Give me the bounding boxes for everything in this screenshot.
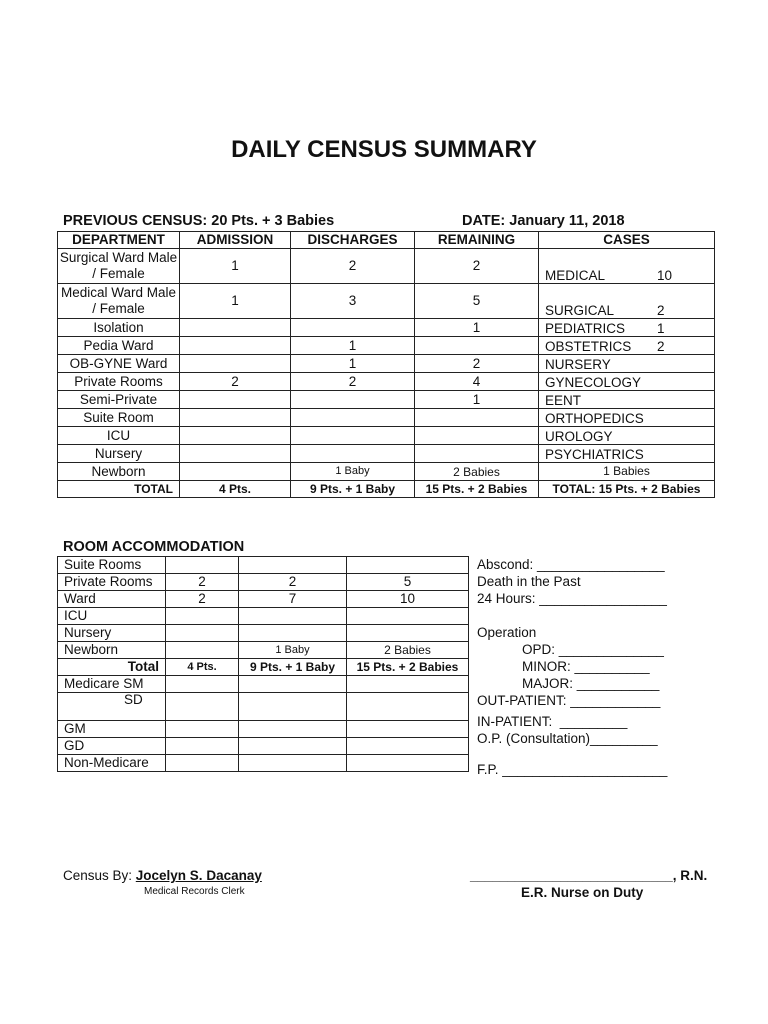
room-cell [239, 608, 347, 625]
case-cell [539, 391, 715, 409]
room-label: Ward [58, 591, 166, 608]
discharges-cell: 1 [291, 337, 415, 355]
case-cell [539, 249, 715, 284]
discharges-cell: 1 [291, 355, 415, 373]
header-discharges: DISCHARGES [291, 232, 415, 249]
room-accommodation-table [57, 556, 469, 772]
case-name: PEDIATRICS [545, 320, 626, 336]
page-title: DAILY CENSUS SUMMARY [231, 136, 537, 163]
admission-cell [180, 409, 291, 427]
census-row [58, 284, 715, 319]
room-cell: 2 [166, 574, 239, 591]
room-cell [347, 557, 469, 574]
department-cell: Newborn [58, 463, 180, 481]
room-label: ICU [58, 608, 166, 625]
census-row [58, 319, 715, 337]
room-cell: 2 Babies [347, 642, 469, 659]
room-total-label: Total [58, 659, 166, 676]
census-row [58, 337, 715, 355]
room-label: Newborn [58, 642, 166, 659]
header-cases: CASES [539, 232, 715, 249]
header-department: DEPARTMENT [58, 232, 180, 249]
case-name: NURSERY [545, 356, 611, 372]
remaining-cell: 4 [415, 373, 539, 391]
department-cell: Medical Ward Male / Female [58, 284, 180, 319]
room-row [58, 738, 469, 755]
previous-census: PREVIOUS CENSUS: 20 Pts. + 3 Babies [63, 213, 335, 229]
room-cell [166, 625, 239, 642]
room-label: Non-Medicare [58, 755, 166, 772]
case-name: MEDICAL [545, 267, 606, 283]
case-name: OBSTETRICS [545, 338, 632, 354]
total-remaining: 15 Pts. + 2 Babies [415, 481, 539, 498]
room-cell [166, 676, 239, 693]
census-row [58, 373, 715, 391]
total-label: TOTAL [58, 481, 180, 498]
remaining-cell: 5 [415, 284, 539, 319]
minor-field[interactable]: MINOR: __________ [522, 659, 650, 674]
census-by-label: Census By: [63, 868, 136, 883]
death-24h-field[interactable]: 24 Hours: _________________ [477, 591, 667, 606]
room-label: Private Rooms [58, 574, 166, 591]
room-cell [347, 721, 469, 738]
nurse-role: E.R. Nurse on Duty [521, 885, 644, 900]
census-row [58, 409, 715, 427]
case-cell [539, 373, 715, 391]
case-cell [539, 337, 715, 355]
abscond-field[interactable]: Abscond: _________________ [477, 557, 665, 572]
death-label: Death in the Past [477, 574, 581, 589]
in-patient-field[interactable]: IN-PATIENT: _________ [477, 714, 628, 729]
room-cell: 7 [239, 591, 347, 608]
room-cell [166, 738, 239, 755]
room-label: Suite Rooms [58, 557, 166, 574]
remaining-cell [415, 337, 539, 355]
out-patient-field[interactable]: OUT-PATIENT: ____________ [477, 693, 661, 708]
case-name: PSYCHIATRICS [545, 446, 644, 462]
room-total-cell: 9 Pts. + 1 Baby [239, 659, 347, 676]
room-row [58, 557, 469, 574]
discharges-cell [291, 427, 415, 445]
discharges-cell: 1 Baby [291, 463, 415, 481]
case-value: 2 [657, 302, 665, 318]
opd-field[interactable]: OPD: ______________ [522, 642, 664, 657]
census-by-role: Medical Records Clerk [144, 886, 245, 897]
room-cell [239, 738, 347, 755]
case-name: SURGICAL [545, 302, 615, 318]
room-cell [166, 755, 239, 772]
discharges-cell [291, 319, 415, 337]
room-row [58, 608, 469, 625]
case-name: 1 Babies [603, 464, 650, 478]
census-row [58, 445, 715, 463]
department-cell: Semi-Private [58, 391, 180, 409]
room-cell: 5 [347, 574, 469, 591]
department-cell: Pedia Ward [58, 337, 180, 355]
admission-cell: 1 [180, 284, 291, 319]
header-admission: ADMISSION [180, 232, 291, 249]
admission-cell [180, 319, 291, 337]
census-date: DATE: January 11, 2018 [462, 213, 625, 229]
room-cell: 2 [239, 574, 347, 591]
admission-cell [180, 337, 291, 355]
admission-cell: 1 [180, 249, 291, 284]
census-by [63, 868, 262, 883]
room-row [58, 755, 469, 772]
room-cell [166, 693, 239, 721]
admission-cell: 2 [180, 373, 291, 391]
case-cell [539, 409, 715, 427]
room-cell [347, 676, 469, 693]
case-value: 10 [657, 267, 673, 283]
room-total-cell: 15 Pts. + 2 Babies [347, 659, 469, 676]
room-label: GM [58, 721, 166, 738]
department-cell: Isolation [58, 319, 180, 337]
admission-cell [180, 391, 291, 409]
remaining-cell: 1 [415, 391, 539, 409]
room-cell [166, 557, 239, 574]
total-admission: 4 Pts. [180, 481, 291, 498]
census-header-row [58, 232, 715, 249]
remaining-cell: 2 Babies [415, 463, 539, 481]
remaining-cell: 2 [415, 355, 539, 373]
department-cell: Private Rooms [58, 373, 180, 391]
room-cell [239, 693, 347, 721]
census-total-row [58, 481, 715, 498]
case-cell [539, 445, 715, 463]
room-cell [166, 608, 239, 625]
case-cell [539, 463, 715, 481]
room-cell [239, 721, 347, 738]
case-value: 2 [657, 338, 665, 354]
admission-cell [180, 445, 291, 463]
case-name: ORTHOPEDICS [545, 410, 644, 426]
room-label: SD [58, 693, 166, 721]
admission-cell [180, 427, 291, 445]
room-cell [166, 642, 239, 659]
department-cell: Surgical Ward Male / Female [58, 249, 180, 284]
discharges-cell [291, 445, 415, 463]
admission-cell [180, 355, 291, 373]
census-row [58, 463, 715, 481]
case-name: UROLOGY [545, 428, 613, 444]
room-cell [239, 625, 347, 642]
remaining-cell: 2 [415, 249, 539, 284]
room-total-row [58, 659, 469, 676]
discharges-cell [291, 409, 415, 427]
case-cell [539, 355, 715, 373]
room-row [58, 693, 469, 721]
room-cell: 10 [347, 591, 469, 608]
header-remaining: REMAINING [415, 232, 539, 249]
department-cell: Suite Room [58, 409, 180, 427]
case-name: GYNECOLOGY [545, 374, 642, 390]
operation-label: Operation [477, 625, 537, 640]
room-cell: 1 Baby [239, 642, 347, 659]
discharges-cell: 3 [291, 284, 415, 319]
discharges-cell: 2 [291, 249, 415, 284]
case-cell [539, 319, 715, 337]
census-row [58, 391, 715, 409]
case-cell [539, 427, 715, 445]
nurse-signature-line[interactable]: ___________________________, R.N. [470, 868, 708, 883]
room-cell [347, 625, 469, 642]
room-row [58, 642, 469, 659]
fp-field[interactable]: F.P. ______________________ [477, 762, 668, 777]
census-table [57, 231, 715, 498]
discharges-cell [291, 391, 415, 409]
side-fields [477, 556, 667, 778]
total-cases: TOTAL: 15 Pts. + 2 Babies [539, 481, 715, 498]
room-label: Medicare SM [58, 676, 166, 693]
major-field[interactable]: MAJOR: ___________ [522, 676, 660, 691]
room-accommodation-title: ROOM ACCOMMODATION [63, 539, 245, 555]
case-value: 1 [657, 320, 665, 336]
room-cell [347, 755, 469, 772]
room-cell [239, 755, 347, 772]
room-total-cell: 4 Pts. [166, 659, 239, 676]
remaining-cell [415, 445, 539, 463]
room-row [58, 591, 469, 608]
case-name: EENT [545, 392, 582, 408]
room-cell [239, 557, 347, 574]
room-cell: 2 [166, 591, 239, 608]
admission-cell [180, 463, 291, 481]
room-cell [347, 738, 469, 755]
department-cell: OB-GYNE Ward [58, 355, 180, 373]
room-row [58, 574, 469, 591]
room-cell [239, 676, 347, 693]
case-cell [539, 284, 715, 319]
census-by-name: Jocelyn S. Dacanay [135, 868, 262, 883]
remaining-cell: 1 [415, 319, 539, 337]
room-row [58, 625, 469, 642]
census-row [58, 427, 715, 445]
discharges-cell: 2 [291, 373, 415, 391]
department-cell: Nursery [58, 445, 180, 463]
room-row [58, 676, 469, 693]
remaining-cell [415, 409, 539, 427]
room-cell [166, 721, 239, 738]
op-consultation-field[interactable]: O.P. (Consultation)_________ [477, 731, 658, 746]
census-row [58, 355, 715, 373]
room-label: GD [58, 738, 166, 755]
room-cell [347, 608, 469, 625]
room-cell [347, 693, 469, 721]
department-cell: ICU [58, 427, 180, 445]
census-row [58, 249, 715, 284]
total-discharges: 9 Pts. + 1 Baby [291, 481, 415, 498]
remaining-cell [415, 427, 539, 445]
room-row [58, 721, 469, 738]
room-label: Nursery [58, 625, 166, 642]
spacer [477, 607, 667, 624]
